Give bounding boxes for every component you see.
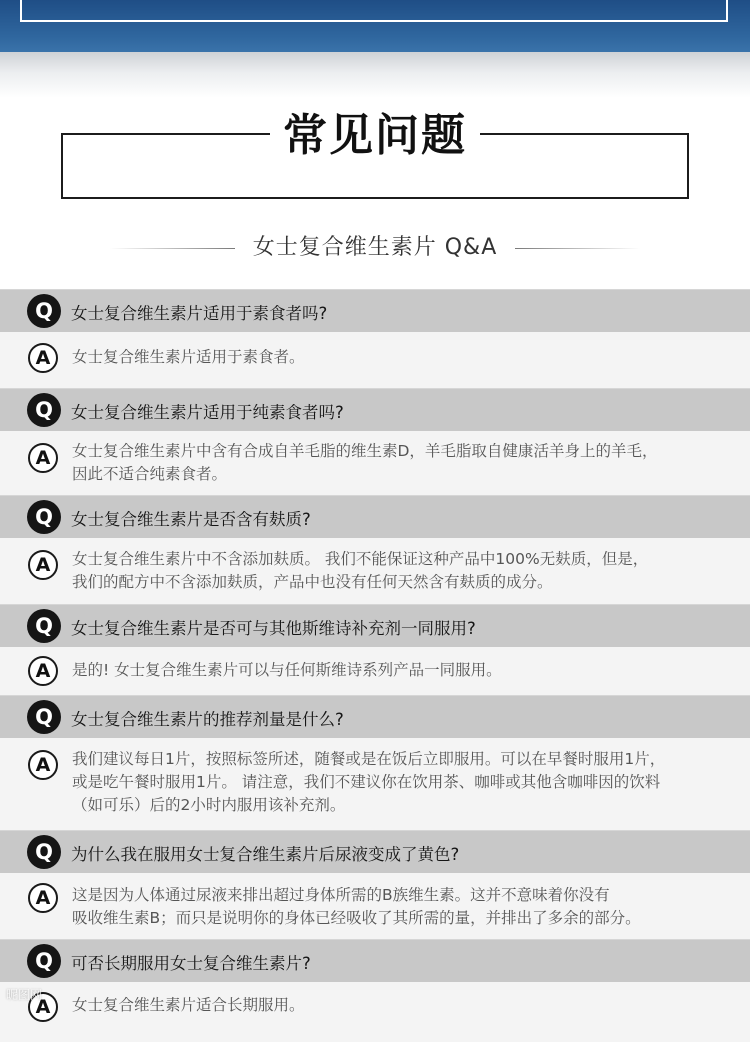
faq-answer-line: 我们的配方中不含添加麸质，产品中也没有任何天然含有麸质的成分。 — [72, 573, 553, 591]
subtitle-line-right — [515, 248, 640, 249]
faq-question-row — [0, 830, 750, 873]
faq-question: 为什么我在服用女士复合维生素片后尿液变成了黄色? — [71, 845, 460, 864]
a-badge-icon: A — [28, 656, 58, 686]
faq-answer-line: 女士复合维生素片中不含添加麸质。 我们不能保证这种产品中100%无麸质，但是， — [72, 550, 649, 568]
faq-answer — [72, 346, 742, 369]
faq-answer-line: 女士复合维生素片适用于素食者。 — [72, 348, 305, 366]
faq-answer-line: 因此不适合纯素食者。 — [72, 465, 228, 483]
faq-answer-line: 或是吃午餐时服用1片。 请注意，我们不建议你在饮用茶、咖啡或其他含咖啡因的饮料 — [72, 773, 661, 791]
banner-shadow — [0, 52, 750, 98]
faq-question-row — [0, 695, 750, 738]
faq-answer-row — [0, 431, 750, 495]
faq-question-row — [0, 939, 750, 982]
faq-question: 女士复合维生素片适用于素食者吗? — [71, 304, 328, 323]
faq-question-row — [0, 604, 750, 647]
a-badge-icon: A — [28, 883, 58, 913]
faq-answer-line: （如可乐）后的2小时内服用该补充剂。 — [72, 796, 346, 814]
faq-question: 女士复合维生素片是否可与其他斯维诗补充剂一同服用? — [71, 619, 476, 638]
faq-answer — [72, 748, 742, 817]
q-badge-icon: Q — [27, 700, 61, 734]
faq-answer-row — [0, 738, 750, 830]
faq-answer-row — [0, 647, 750, 695]
faq-answer — [72, 548, 742, 594]
faq-answer-row — [0, 538, 750, 604]
q-badge-icon: Q — [27, 294, 61, 328]
subtitle-row — [0, 228, 750, 268]
faq-answer — [72, 884, 742, 930]
faq-answer-row — [0, 982, 750, 1042]
subtitle-line-left — [110, 248, 235, 249]
watermark: 昵图网 — [6, 988, 43, 1002]
a-badge-icon: A — [28, 750, 58, 780]
q-badge-icon: Q — [27, 609, 61, 643]
faq-answer — [72, 659, 742, 682]
faq-question-row — [0, 289, 750, 332]
page-title: 常见问题 — [270, 106, 480, 166]
q-badge-icon: Q — [27, 944, 61, 978]
faq-list — [0, 289, 750, 1042]
faq-question: 女士复合维生素片的推荐剂量是什么? — [71, 710, 344, 729]
a-badge-icon: A — [28, 443, 58, 473]
page-subtitle: 女士复合维生素片 Q&A — [252, 235, 498, 260]
faq-answer-row — [0, 332, 750, 388]
faq-answer-line: 吸收维生素B；而只是说明你的身体已经吸收了其所需的量，并排出了多余的部分。 — [72, 909, 641, 927]
faq-question: 女士复合维生素片是否含有麸质? — [71, 510, 311, 529]
faq-answer — [72, 440, 742, 486]
faq-answer — [72, 994, 742, 1017]
q-badge-icon: Q — [27, 500, 61, 534]
faq-answer-line: 女士复合维生素片适合长期服用。 — [72, 996, 305, 1014]
faq-answer-line: 是的! 女士复合维生素片可以与任何斯维诗系列产品一同服用。 — [72, 661, 502, 679]
top-banner — [0, 0, 750, 52]
faq-question: 可否长期服用女士复合维生素片? — [71, 954, 311, 973]
faq-answer-row — [0, 873, 750, 939]
a-badge-icon: A — [28, 550, 58, 580]
a-badge-icon: A — [28, 992, 58, 1022]
faq-question: 女士复合维生素片适用于纯素食者吗? — [71, 403, 344, 422]
faq-question-row — [0, 495, 750, 538]
a-badge-icon: A — [28, 343, 58, 373]
q-badge-icon: Q — [27, 835, 61, 869]
faq-question-row — [0, 388, 750, 431]
q-badge-icon: Q — [27, 393, 61, 427]
faq-answer-line: 女士复合维生素片中含有合成自羊毛脂的维生素D，羊毛脂取自健康活羊身上的羊毛， — [72, 442, 658, 460]
faq-answer-line: 我们建议每日1片，按照标签所述，随餐或是在饭后立即服用。可以在早餐时服用1片， — [72, 750, 666, 768]
top-banner-frame — [20, 0, 728, 22]
faq-answer-line: 这是因为人体通过尿液来排出超过身体所需的B族维生素。这并不意味着你没有 — [72, 886, 610, 904]
